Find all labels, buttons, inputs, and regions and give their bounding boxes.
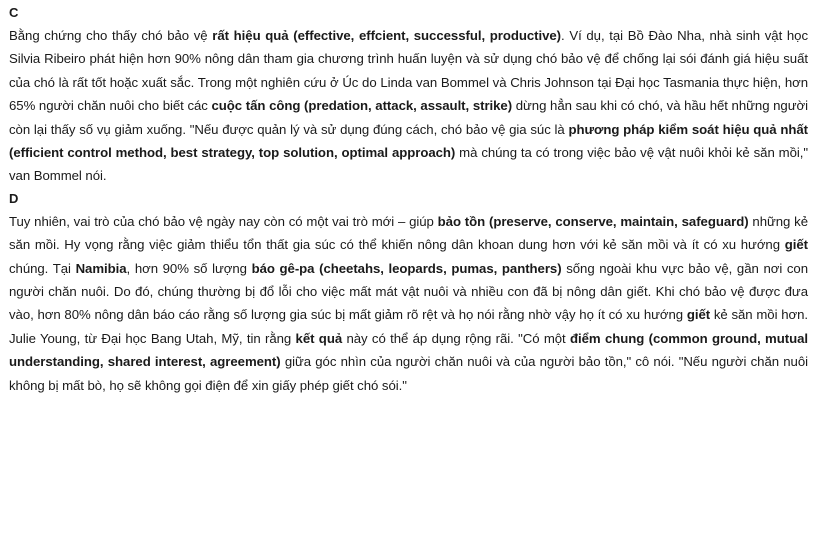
section-paragraph (9, 24, 808, 188)
text-segment: giữa góc nhìn của người chăn nuôi và của người bảo tồn," cô nói. "Nếu người chăn nuôi không bị mất bò, họ sẽ không gọi điện để xin giấy phép giết chó sói." (9, 354, 808, 393)
bold-segment: giết (784, 237, 808, 253)
text-segment: , hơn 90% số lượng (126, 260, 252, 276)
bold-segment: báo gê-pa (cheetahs, leopards, pumas, panthers) (251, 260, 562, 276)
text-segment: Tuy nhiên, vai trò của chó bảo vệ ngày nay còn có một vai trò mới – giúp (9, 213, 438, 229)
bold-segment: giết (686, 307, 711, 323)
section-paragraph (9, 210, 808, 397)
text-segment: dừng hẳn sau khi có chó, và hầu hết những người còn lại thấy số vụ giảm xuống. "Nếu được quản lý và sử dụng đúng cách, chó bảo vệ gia súc là (9, 98, 808, 137)
text-segment: này có thể áp dụng rộng rãi. "Có một (342, 330, 571, 346)
section-heading: D (9, 190, 19, 206)
text-segment: Bằng chứng cho thấy chó bảo vệ (9, 28, 213, 43)
text-segment: những kẻ săn mồi. Hy vọng rằng việc giảm thiểu tổn thất gia súc có thể khiến nông dân khoan dung hơn với kẻ săn mồi và ít có xu hướng (9, 213, 808, 253)
text-segment: sống ngoài khu vực bảo vệ, gần nơi con người chăn nuôi. Do đó, chúng thường bị đổ lỗi cho việc mất mát vật nuôi và nhiều con đã bị nông dân giết. Khi chó bảo vệ được đưa vào, hơn 80% nông dân báo cáo rằng số lượng gia súc bị mất giảm rõ rệt và họ nói rằng nhờ vậy họ ít có xu hướng (9, 260, 808, 323)
section-d (9, 190, 808, 397)
text-segment: kẻ săn mồi hơn. Julie Young, từ Đại học Bang Utah, Mỹ, tin rằng (9, 307, 808, 346)
text-segment: . Ví dụ, tại Bồ Đào Nha, nhà sinh vật học Silvia Ribeiro phát hiện hơn 90% nông dân tham gia chương trình huấn luyện và sử dụng chó bảo vệ để chống lại sói đánh giá hiệu suất của chó là rất tốt hoặc xuất sắc. Trong một nghiên cứu ở Úc do Linda van Bommel và Chris Johnson tại Đại học Tasmania thực hiện, hơn 65% người chăn nuôi cho biết các (9, 28, 809, 114)
bold-segment: bảo tồn (preserve, conserve, maintain, safeguard) (437, 213, 749, 229)
bold-segment: Namibia (75, 260, 127, 276)
bold-segment: phương pháp kiểm soát hiệu quả nhất (efficient control method, best strategy, top solution, optimal approach) (9, 121, 808, 161)
section-c (9, 4, 808, 188)
section-heading: C (9, 5, 19, 20)
bold-segment: cuộc tấn công (predation, attack, assault, strike) (211, 98, 513, 114)
bold-segment: rất hiệu quả (effective, effcient, successful, productive) (212, 28, 562, 43)
text-segment: mà chúng ta có trong việc bảo vệ vật nuôi khỏi kẻ săn mồi," van Bommel nói. (9, 145, 808, 184)
bold-segment: điểm chung (common ground, mutual understanding, shared interest, agreement) (9, 330, 808, 370)
bold-segment: kết quả (295, 330, 343, 346)
text-segment: chúng. Tại (9, 260, 76, 276)
